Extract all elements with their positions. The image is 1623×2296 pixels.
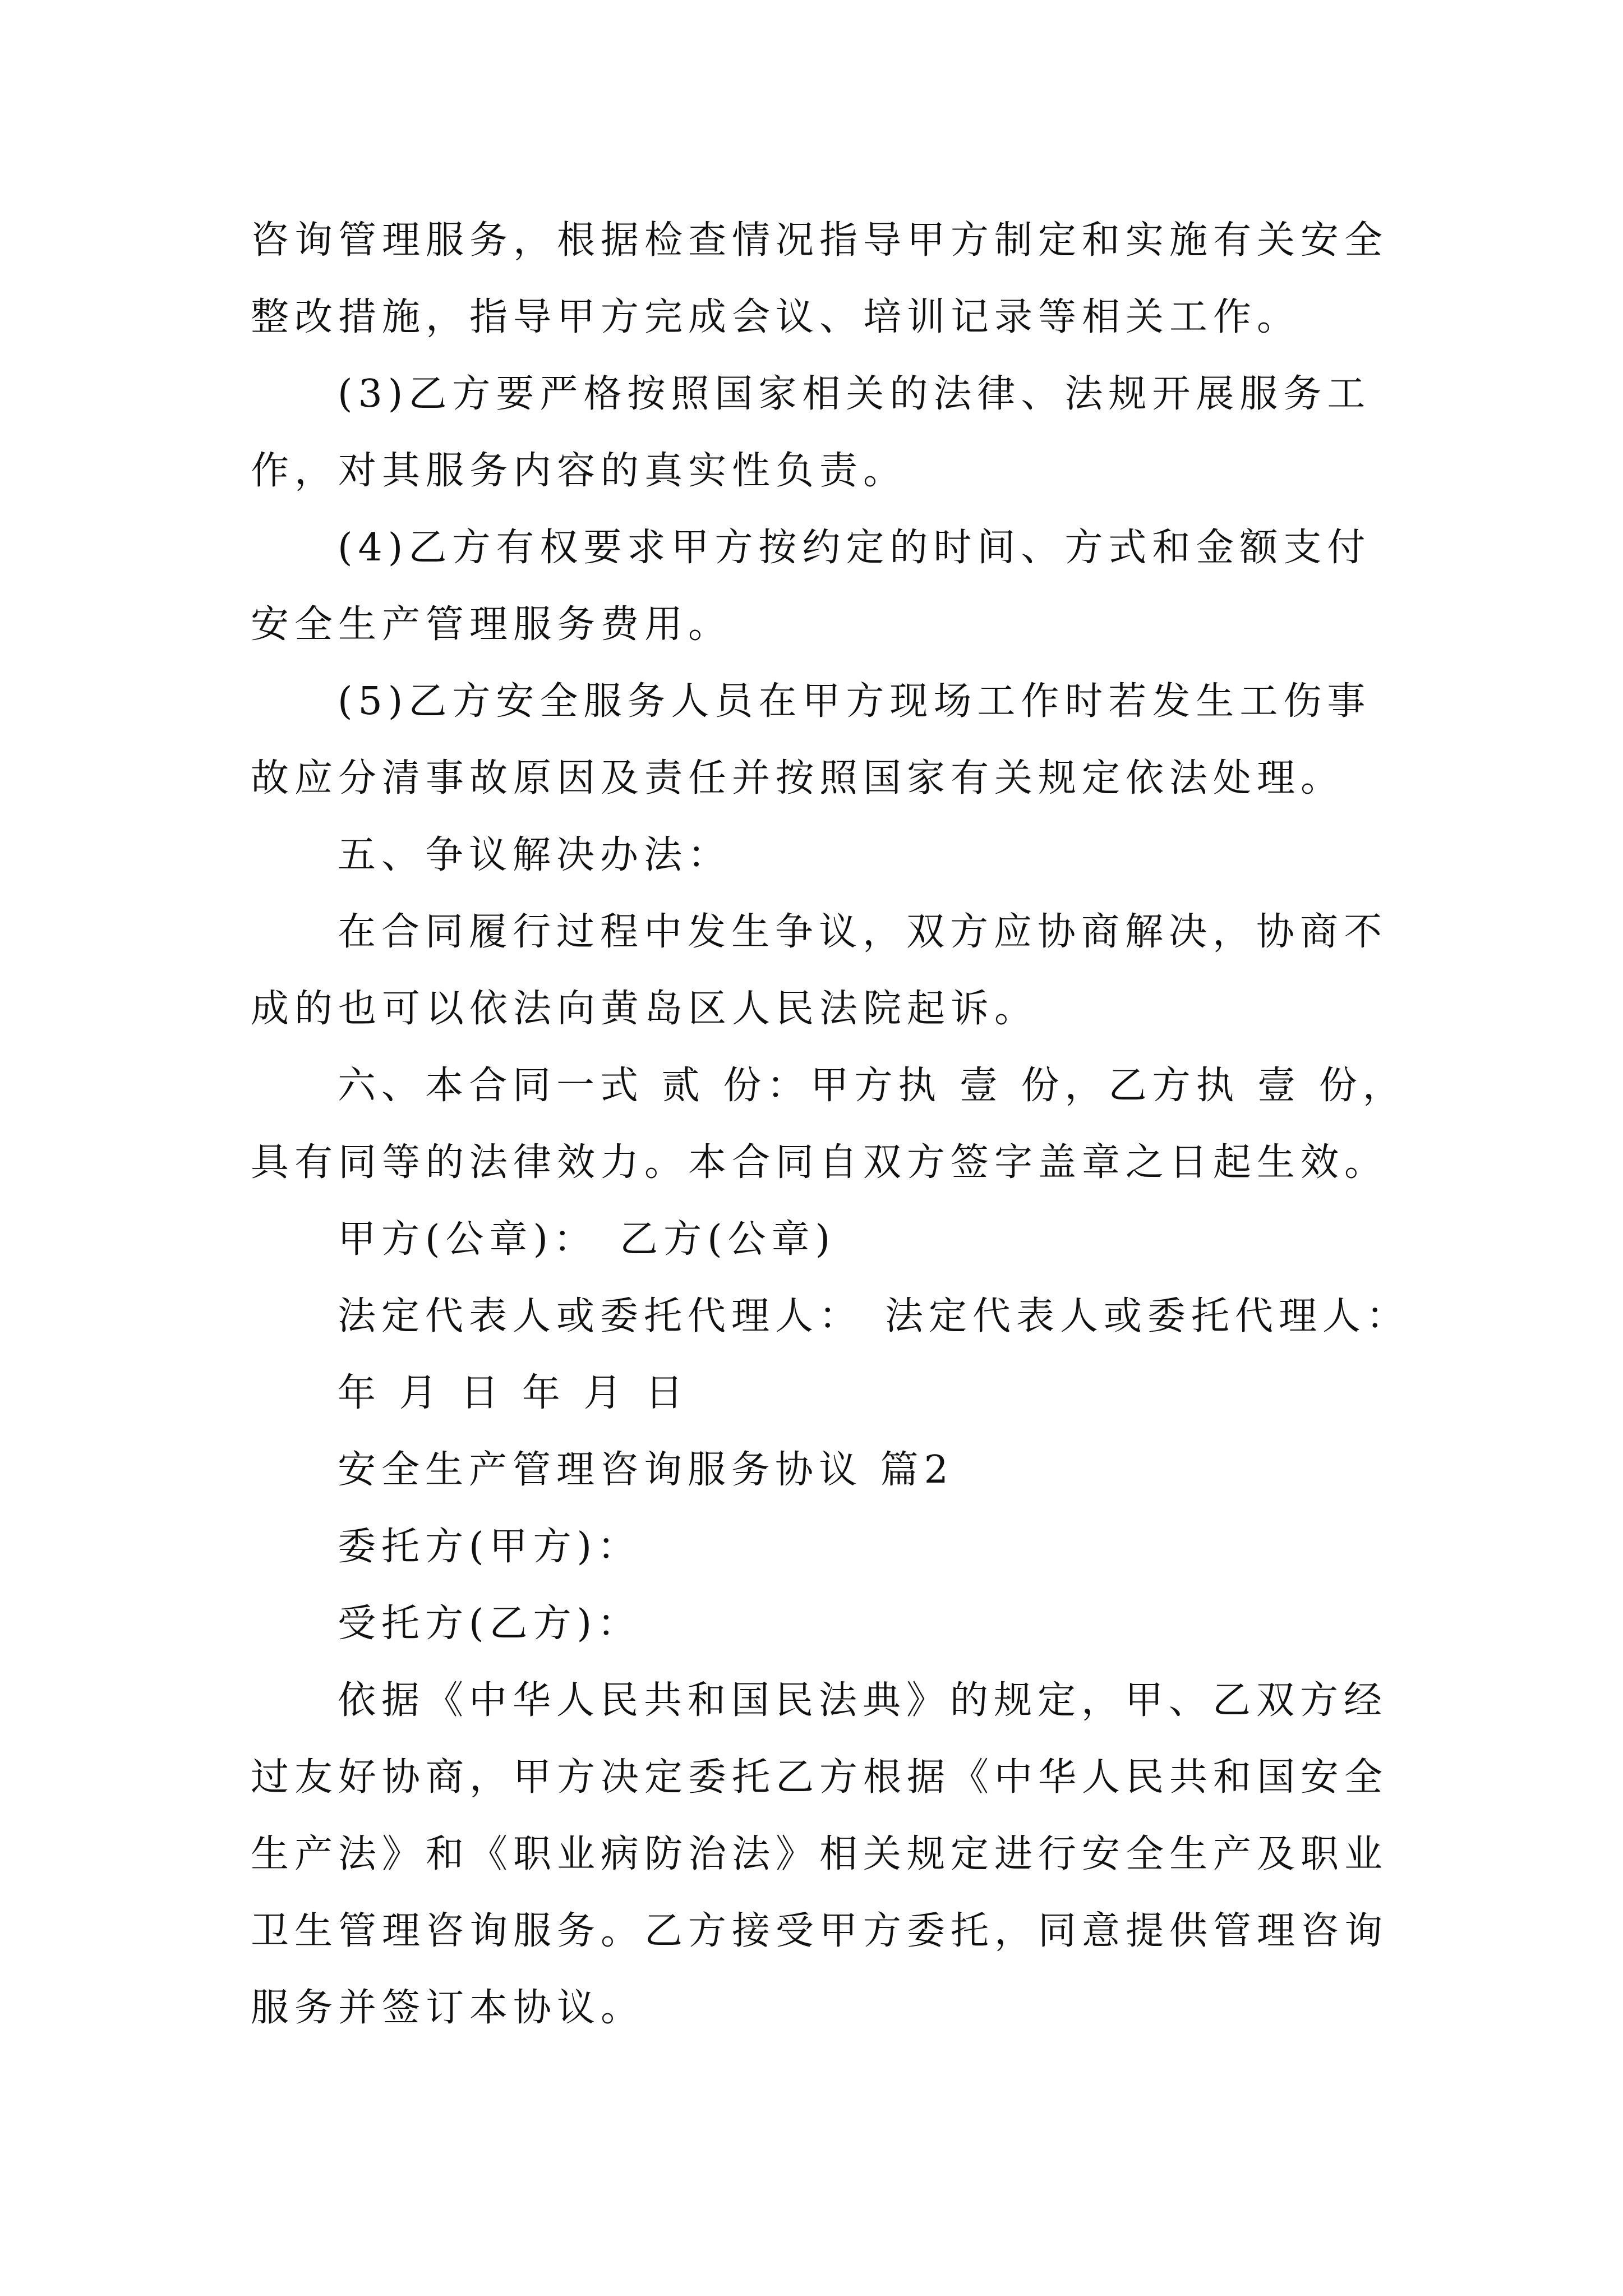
paragraph-line: 服务并签订本协议。 [251, 1986, 645, 2030]
paragraph-line: 卫生管理咨询服务。乙方接受甲方委托，同意提供管理咨询 [251, 1909, 1389, 1953]
paragraph-line: (4)乙方有权要求甲方按约定的时间、方式和金额支付 [338, 526, 1371, 570]
paragraph-line: 作，对其服务内容的真实性负责。 [251, 449, 907, 493]
paragraph-line: 故应分清事故原因及责任并按照国家有关规定依法处理。 [251, 756, 1345, 800]
representative-a: 法定代表人或委托代理人： [338, 1294, 863, 1338]
paragraph-line: 安全生产管理服务费用。 [251, 602, 732, 647]
section-heading: 五、争议解决办法： [338, 833, 732, 877]
paragraph-line: 六、本合同一式 贰 份：甲方执 壹 份，乙方执 壹 份， [338, 1064, 1407, 1108]
representative-line [251, 1278, 1410, 1355]
paragraph-line: 成的也可以依法向黄岛区人民法院起诉。 [251, 987, 1039, 1031]
party-a-seal: 甲方(公章)： [338, 1217, 598, 1262]
client-line: 委托方(甲方)： [338, 1525, 642, 1569]
paragraph-line: (3)乙方要严格按照国家相关的法律、法规开展服务工 [338, 372, 1371, 416]
date-line: 年 月 日 年 月 日 [338, 1371, 689, 1415]
paragraph-line: 生产法》和《职业病防治法》相关规定进行安全生产及职业 [251, 1832, 1389, 1876]
paragraph-line: 咨询管理服务，根据检查情况指导甲方制定和实施有关安全 [251, 218, 1389, 263]
paragraph-line: (5)乙方安全服务人员在甲方现场工作时若发生工伤事 [338, 679, 1371, 724]
paragraph-line: 依据《中华人民共和国民法典》的规定，甲、乙双方经 [338, 1678, 1388, 1723]
paragraph-line: 整改措施，指导甲方完成会议、培训记录等相关工作。 [251, 295, 1301, 339]
paragraph-line: 过友好协商，甲方决定委托乙方根据《中华人民共和国安全 [251, 1755, 1389, 1800]
party-b-seal: 乙方(公章) [620, 1217, 836, 1262]
document-body [251, 202, 1410, 2046]
signature-line [251, 1201, 1395, 1278]
paragraph-line: 具有同等的法律效力。本合同自双方签字盖章之日起生效。 [251, 1140, 1389, 1185]
paragraph-line: 在合同履行过程中发生争议，双方应协商解决，协商不 [338, 910, 1388, 954]
contractor-line: 受托方(乙方)： [338, 1602, 642, 1646]
representative-b: 法定代表人或委托代理人： [885, 1294, 1410, 1338]
section-title: 安全生产管理咨询服务协议 篇2 [338, 1448, 954, 1492]
